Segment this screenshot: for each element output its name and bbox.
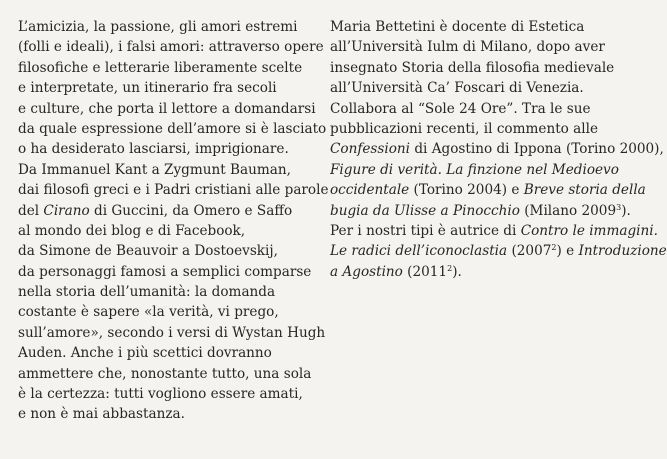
text-line: al mondo dei blog e di Facebook, xyxy=(18,222,246,239)
text-line: Da Immanuel Kant a Zygmunt Bauman, xyxy=(18,161,291,178)
text-line: (folli e ideali), i falsi amori: attraverso opere xyxy=(18,39,324,56)
bio-line xyxy=(330,201,640,221)
text-fragment: (2007 xyxy=(507,243,552,260)
work-title: a Agostino xyxy=(330,263,403,280)
text-fragment: (2011 xyxy=(402,263,448,280)
work-title: Breve storia della xyxy=(523,182,646,199)
text-line: sull’amore», secondo i versi di Wystan Hugh xyxy=(18,324,326,341)
text-line: è la certezza: tutti vogliono essere amati, xyxy=(18,386,303,403)
work-title: Contro le immagini. xyxy=(520,222,658,239)
text-line: nella storia dell’umanità: la domanda xyxy=(18,284,276,301)
work-title: occidentale xyxy=(330,182,410,199)
text-line: da Simone de Beauvoir a Dostoevskij, xyxy=(18,243,278,260)
text-line: e non è mai abbastanza. xyxy=(18,406,185,423)
work-title: Le radici dell’iconoclastia xyxy=(330,243,508,260)
text-fragment: del xyxy=(18,202,44,219)
text-fragment: ). xyxy=(621,202,631,219)
bio-line xyxy=(330,139,664,159)
work-title: Introduzione xyxy=(578,243,667,260)
text-line: da personaggi famosi a semplici comparse xyxy=(18,263,312,280)
text-line: ammettere che, nonostante tutto, una sola xyxy=(18,365,312,382)
edition-superscript: 2 xyxy=(447,263,453,273)
work-title: Confessioni xyxy=(330,141,411,158)
bio-line xyxy=(330,221,658,241)
bio-line: pubblicazioni recenti, il commento alle xyxy=(330,120,599,137)
text-fragment: Per i nostri tipi è autrice di xyxy=(330,222,521,239)
text-line: costante è sapere «la verità, vi prego, xyxy=(18,304,279,321)
work-title: bugia da Ulisse a Pinocchio xyxy=(330,202,520,219)
edition-superscript: 2 xyxy=(551,243,557,253)
text-fragment: ) e xyxy=(556,243,579,260)
work-title: Figure di verità. La finzione nel Medioevo xyxy=(330,161,619,178)
text-line: Auden. Anche i più scettici dovranno xyxy=(18,345,272,362)
bio-line: all’Università Ca’ Foscari di Venezia. xyxy=(330,80,584,97)
text-line: e interpretate, un itinerario fra secoli xyxy=(18,80,277,97)
bio-line xyxy=(330,262,640,282)
text-line: L’amicizia, la passione, gli amori estremi xyxy=(18,19,298,35)
bio-line xyxy=(330,180,646,200)
bio-line: Collabora al “Sole 24 Ore”. Tra le sue xyxy=(330,100,591,117)
text-fragment: (Milano 2009 xyxy=(519,202,617,219)
bio-line: insegnato Storia della filosofia medievale xyxy=(330,59,615,76)
work-title: Cirano xyxy=(43,202,90,219)
text-line: e culture, che porta il lettore a domandarsi xyxy=(18,100,316,117)
text-line: filosofiche e letterarie liberamente scelte xyxy=(18,59,303,76)
text-fragment: di Agostino di Ippona (Torino 2000), xyxy=(410,141,664,158)
description-column xyxy=(18,17,329,425)
text-fragment: (Torino 2004) e xyxy=(409,182,524,199)
bio-line: Maria Bettetini è docente di Estetica xyxy=(330,19,585,35)
bio-line xyxy=(330,241,667,261)
bio-line xyxy=(330,160,640,180)
text-line: o ha desiderato lasciarsi, imprigionare. xyxy=(18,141,289,158)
text-fragment: ). xyxy=(452,263,462,280)
text-line-with-title xyxy=(18,201,322,221)
text-line: da quale espressione dell’amore si è lasciato xyxy=(18,120,327,137)
edition-superscript: 3 xyxy=(616,202,622,212)
text-fragment: di Guccini, da Omero e Saffo xyxy=(89,202,293,219)
bio-line: all’Università Iulm di Milano, dopo aver xyxy=(330,39,605,56)
author-bio-column xyxy=(330,17,667,282)
text-line: dai filosofi greci e i Padri cristiani alle parole xyxy=(18,182,329,199)
